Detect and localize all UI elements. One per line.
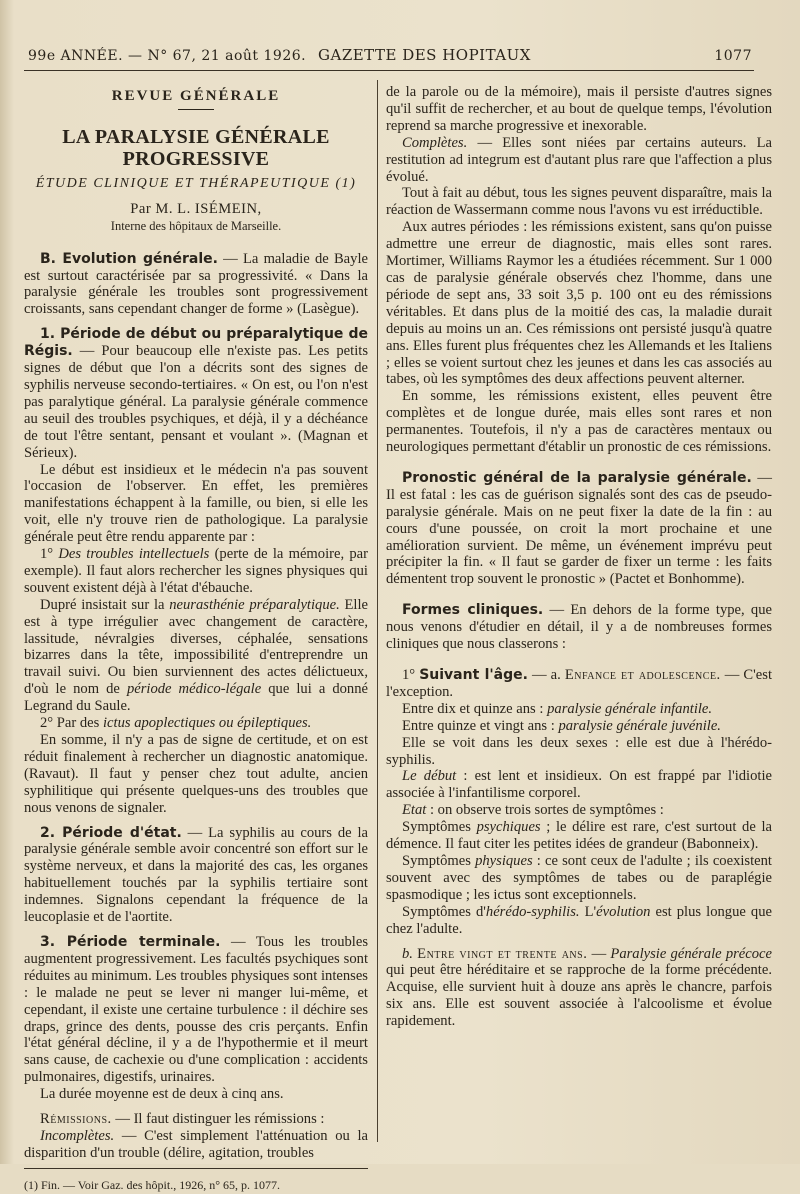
paragraph-evolution: B. Evolution générale. — La maladie de Bayle est surtout caractérisée par sa progressivité. « Dans la paralysie générale les troubles sont progressivement croissants, sans cependant changer de forme » (Lasègue). [24, 250, 368, 318]
heading-suivant-age: Suivant l'âge. [419, 667, 528, 683]
paragraph-tout-debut: Tout à fait au début, tous les signes peuvent disparaître, mais la réaction de Wassermann comme nous l'avons vu est irréductible. [386, 185, 772, 219]
column-divider [377, 80, 378, 1142]
paragraph-debut-insidieux: Le début est insidieux et le médecin n'a pas souvent l'occasion de l'observer. En effet, les premières manifestations échappent à la famille, ou bien, si elle les voit, elle n'y trouve rien de pathologique. La paralysie générale peut être rendu apparente par : [24, 461, 368, 546]
heading-evolution: B. Evolution générale. [40, 250, 218, 267]
paragraph-completes: Complètes. — Elles sont niées par certains auteurs. La restitution ad integrum est d'autant plus rare que l'affection a plus évolué. [386, 134, 772, 185]
heading-periode-etat: 2. Période d'état. [40, 824, 182, 841]
paragraph-le-debut: Le début : est lent et insidieux. On est frappé par l'idiotie associée à l'infantilisme corporel. [386, 768, 772, 802]
paragraph-vingt-trente: b. Entre vingt et trente ans. — Paralysie générale précoce qui peut être héréditaire et se rapproche de la forme précédente. Acquise, elle survient huit à douze ans après le chancre, parfois six ans. Elle est souvent associée à l'alcoolisme et évolue rapidement. [386, 945, 773, 1030]
page-header [28, 46, 752, 68]
author-line: Par M. L. ISÉMEIN, [130, 200, 262, 217]
journal-title: GAZETTE DES HOPITAUX [318, 46, 531, 64]
article-subtitle: ÉTUDE CLINIQUE ET THÉRAPEUTIQUE (1) [35, 175, 357, 191]
heading-remissions: Rémissions. [40, 1111, 112, 1128]
footnote-rule [24, 1168, 368, 1169]
paragraph-autres-periodes: Aux autres périodes : les rémissions existent, sans qu'on puisse admettre une erreur de diagnostic, mais elles sont rares. Mortimer, Williams Raymor les a étudiées récemment. Sur 1 000 cas de paralysie générale observés chez l'homme, dans une période de sept ans, 33 soit 3,5 p. 100 ont eu des rémissions véritables. Et dans plus de la moitié des cas, la maladie durait depuis au moins un an. Ces rémissions ont persisté jusqu'à quatre ans. Elles furent plus fréquentes chez les Allemands et les Italiens ; elles se voient surtout chez les jeunes et dans les cas associés au tabes, où les symptômes des deux affections peuvent alterner. [386, 219, 772, 388]
paragraph-pronostic: Pronostic général de la paralysie générale. — Il est fatal : les cas de guérison signalés sont des cas de pseudo-paralysie générale. Mais on ne peut fixer la date de la fin : au cours d'une poussée, on croit la mort prochaine et une amélioration survient. De même, un événement imprévu peut précipiter la fin. « Il faut se garder de fixer un terme : les faits démentent trop souvent le pronostic » (Pactet et Bonhomme). [386, 469, 772, 588]
paragraph-suivant-age: 1° Suivant l'âge. — a. Enfance et adolescence. — C'est l'exception. [386, 667, 773, 700]
paragraph-symptomes-physiques: Symptômes physiques : ce sont ceux de l'adulte ; ils coexistent souvent avec des symptômes de tabes ou de paraplégie spasmodique ; les ictus sont exceptionnels. [386, 852, 772, 903]
paragraph-periode-etat: 2. Période d'état. — La syphilis au cours de la paralysie générale semble avoir concentré son effort sur le système nerveux, et dans la majorité des cas, les organes habituellement touchés par la syphilis tertiaire sont indemnes. Signalons cependant la fréquence de la leucoplasie et de l'aortite. [24, 824, 368, 926]
paragraph-troubles: 1° Des troubles intellectuels (perte de la mémoire, par exemple). Il faut alors rechercher les signes physiques qui souvent existent déjà à l'état d'ébauche. [24, 546, 368, 596]
heading-formes-cliniques: Formes cliniques. [402, 602, 544, 619]
paragraph-quinze-vingt: Entre quinze et vingt ans : paralysie générale juvénile. [402, 717, 721, 734]
heading-periode-terminale: 3. Période terminale. [40, 933, 221, 950]
paragraph-formes-cliniques: Formes cliniques. — En dehors de la forme type, que nous venons d'étudier en détail, il y a de nombreuses formes cliniques que nous classerons : [386, 602, 772, 653]
author-role: Interne des hôpitaux de Marseille. [110, 218, 282, 233]
footnote: (1) Fin. — Voir Gaz. des hôpit., 1926, n° 65, p. 1077. [24, 1177, 281, 1192]
paragraph-en-somme-remissions: En somme, les rémissions existent, elles peuvent être complètes et de longue durée, mais elles sont rares et non permanentes. Toutefois, il n'y a pas de caractères mentaux ou neurologiques permettant d'établir un pronostic de ces rémissions. [386, 388, 772, 456]
heading-periode-debut: 1. Période de début ou préparalytique de Régis. [24, 326, 368, 360]
article-title: LA PARALYSIE GÉNÉRALE PROGRESSIVE [62, 125, 330, 170]
paragraph-incompletes: Incomplètes. — C'est simplement l'atténuation ou la disparition d'un trouble (délire, agitation, troubles [24, 1127, 368, 1161]
paragraph-continuation: de la parole ou de la mémoire), mais il persiste d'autres signes qu'il suffit de rechercher, et au bout de quelque temps, l'évolution reprend sa marche progressive et inexorable. [386, 84, 772, 134]
paragraph-duree: La durée moyenne est de deux à cinq ans. [40, 1086, 284, 1103]
paragraph-ictus: 2° Par des ictus apoplectiques ou épileptiques. [40, 715, 312, 732]
left-column [24, 84, 368, 1194]
section-rule [178, 109, 214, 110]
issue-line: 99e ANNÉE. — N° 67, 21 août 1926. [28, 48, 307, 64]
paragraph-heredo-syphilis: Symptômes d'hérédo-syphilis. L'évolution est plus longue que chez l'adulte. [386, 903, 772, 937]
section-title: REVUE GÉNÉRALE [111, 88, 281, 104]
page-number: 1077 [714, 48, 752, 64]
paragraph-periode-terminale: 3. Période terminale. — Tous les troubles augmentent progressivement. Les facultés psychiques sont réduites au minimum. Les troubles physiques sont intenses : le malade ne peut se lever ni manger lui-même, et cependant, il existe une certaine turbulence : il déchire ses draps, grince des dents, pousse des cris perçants. Enfin l'état général décline, il y a de l'hypothermie et il meurt sans cause, de cachexie ou d'une complication : accidents pulmonaires, digestifs, urinaires. [24, 933, 368, 1086]
paragraph-symptomes-psychiques: Symptômes psychiques ; le délire est rare, c'est surtout de la démence. Il faut citer les petites idées de grandeur (Babonneix). [386, 819, 772, 853]
paragraph-dupre: Dupré insistait sur la neurasthénie préparalytique. Elle est à type irrégulier avec changement de caractère, lassitude, névralgies diverses, céphalée, sensations bizarres dans la tête, impossibilité d'entreprendre un travail suivi. Ou bien surviennent des actes délictueux, d'où le nom de période médico-légale que lui a donné Legrand du Saule. [24, 596, 368, 715]
paragraph-periode-debut: 1. Période de début ou préparalytique de Régis. — Pour beaucoup elle n'existe pas. Les petits signes de début que l'on a décrits sont des signes de syphilis nerveuse secondo-tertiaires. « On est, ou l'on n'est pas paralytique général. La paralysie générale commence au seuil des troubles psychiques, et déjà, il y a déchéance de tout l'être sentant, pensant et voulant ». (Magnan et Sérieux). [24, 326, 368, 461]
paragraph-etat: Etat : on observe trois sortes de symptômes : [402, 802, 664, 819]
paragraph-dix-quinze: Entre dix et quinze ans : paralysie générale infantile. [402, 700, 713, 717]
heading-pronostic: Pronostic général de la paralysie générale. [402, 469, 752, 486]
paragraph-remissions: Rémissions. — Il faut distinguer les rémissions : [40, 1111, 325, 1128]
header-rule [24, 70, 754, 71]
paragraph-en-somme: En somme, il n'y a pas de signe de certitude, et on est réduit finalement à rechercher un diagnostic anatomique. (Ravaut). Il faut y penser chez tout adulte, ancien syphilitique qui présente quelques-uns des troubles que nous venons de signaler. [24, 732, 368, 816]
paragraph-deux-sexes: Elle se voit dans les deux sexes : elle est due à l'hérédo-syphilis. [386, 734, 772, 768]
right-column [386, 84, 772, 1030]
